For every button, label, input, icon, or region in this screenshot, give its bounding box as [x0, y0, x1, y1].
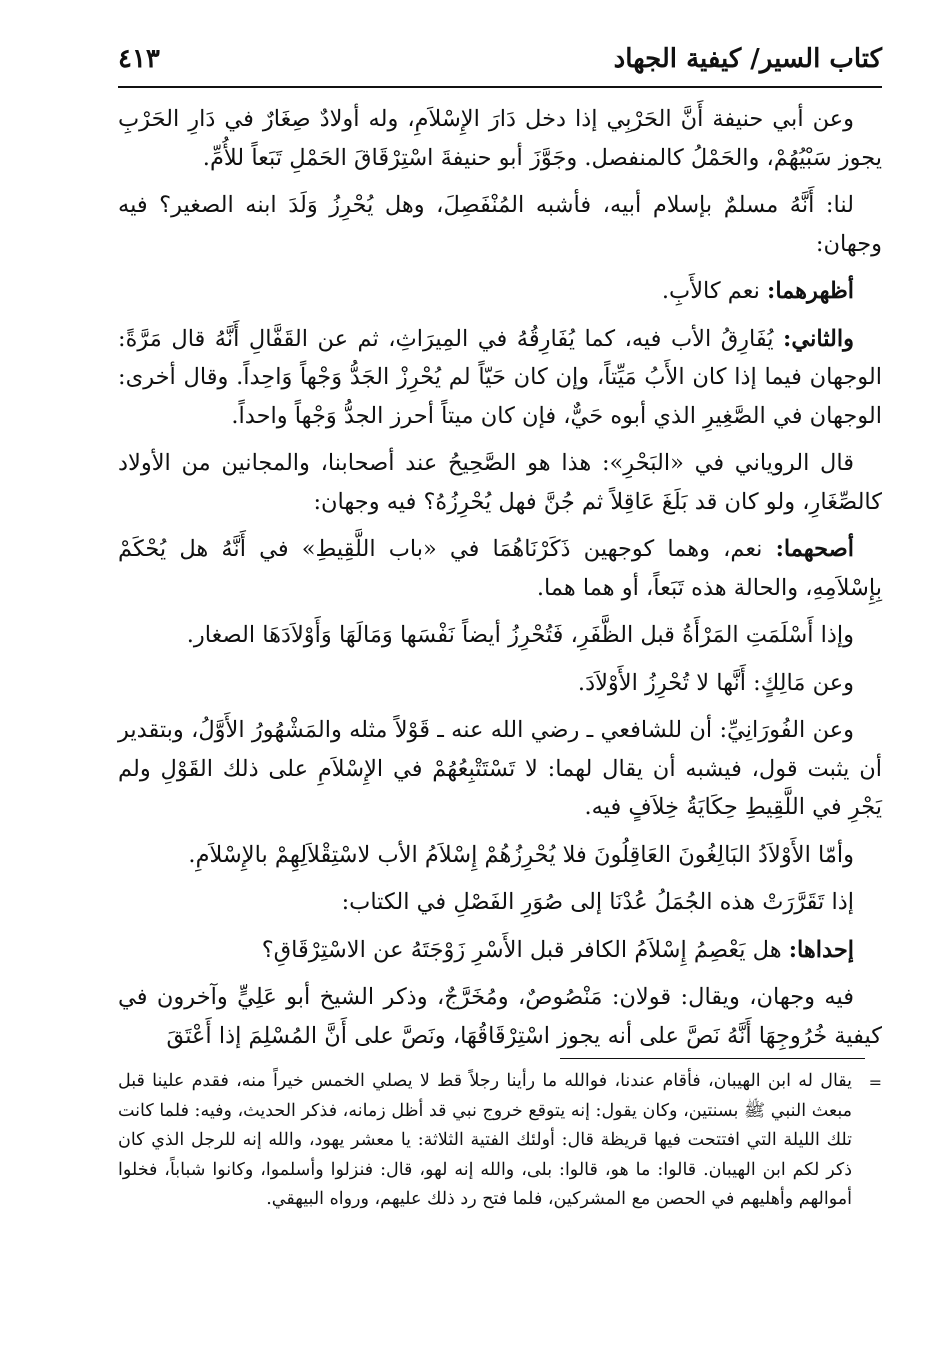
- paragraph-text: قال الروياني في «البَحْرِ»: هذا هو الصَّحِيحُ عند أصحابنا، والمجانين من الأولاد كالصِّغَارِ، ولو كان قد بَلَغَ عَاقِلاً ثم جُنَّ فهل يُحْرِزُهُ؟ فيه وجهان:: [118, 450, 882, 515]
- paragraph-text: إذا تَقَرَّرَتْ هذه الجُمَلُ عُدْنَا إلى صُوَرِ الفَصْلِ في الكتاب:: [341, 889, 854, 915]
- paragraph: [118, 616, 882, 655]
- paragraph: [118, 444, 882, 521]
- main-text: [118, 100, 882, 1064]
- page-header: [118, 40, 882, 80]
- paragraph: [118, 883, 882, 922]
- paragraph-text: وعن أبي حنيفة أَنَّ الحَرْبِي إذا دخل دَارَ الإِسْلاَمِ، وله أولادٌ صِغَارٌ في دَارِ الحَرْبِ يجوز سَبْيُهُمْ، والحَمْلُ كالمنفصل. وجَوَّزَ أبو حنيفةَ اسْتِرْقَاقَ الحَمْلِ تَبَعاً للأُمِّ.: [118, 106, 882, 171]
- paragraph: [118, 100, 882, 177]
- paragraph: [118, 186, 882, 263]
- paragraph-lead: أصحهما:: [775, 536, 854, 562]
- footnote-text: يقال له ابن الهيبان، فأقام عندنا، فوالله ما رأينا رجلاً قط لا يصلي الخمس خيراً منه، فقدم علينا قبل مبعث النبي ﷺ بسنتين، وكان يقول: إنه يتوقع خروج نبي قد أظل زمانه، فذكر الحديث، وفيه: فلما كانت تلك الليلة التي افتتحت فيها قريظة قال: أولئك الفتية الثلاثة: يا معشر يهود، والله إنه للرجل الذي كان ذكر لكم ابن الهيبان. قالوا: ما هو، قالوا: بلى، والله إنه لهو، قال: فنزلوا وأسلموا، وكانوا شباباً، فخلوا أموالهم وأهليهم في الحصن مع المشركين، فلما فتح رد ذلك عليهم، ورواه البيهقي.: [118, 1071, 852, 1209]
- paragraph-text: وإذا أَسْلَمَتِ المَرْأَةُ قبل الظَّفَرِ، فَتُحْرِزُ أيضاً نَفْسَها وَمَالَهَا وَأَوْلاَدَهَا الصغار.: [186, 622, 854, 648]
- paragraph-text: نعم كالأَبِ.: [661, 278, 768, 304]
- header-rule: [118, 86, 882, 88]
- paragraph: [118, 530, 882, 607]
- running-title: كتاب السير/ كيفية الجهاد: [613, 44, 882, 74]
- paragraph-lead: والثاني:: [783, 325, 854, 352]
- paragraph-text: وأمّا الأَوْلاَدُ البَالِغُونَ العَاقِلُونَ فلا يُحْرِزُهُمْ إِسْلاَمُ الأب لاسْتِقْلاَلِهِمْ بالإِسْلاَمِ.: [188, 841, 854, 868]
- paragraph: [118, 931, 882, 970]
- paragraph: [118, 320, 882, 436]
- page-number: ٤١٣: [118, 44, 160, 74]
- paragraph-text: فيه وجهان، ويقال: قولان: مَنْصُوصٌ، ومُخَرَّجٌ، وذكر الشيخ أبو عَلِيٍّ وآخرون في كيفية خُرُوجِهَا أَنَّهُ نَصَّ على أنه يجوز اسْتِرْقَاقُهَا، ونَصَّ على أَنَّ المُسْلِمَ إذا أَعْتَقَ: [118, 984, 882, 1049]
- paragraph-lead: إحداها:: [788, 936, 854, 963]
- paragraph-lead: أظهرهما:: [767, 278, 854, 304]
- footnote-marker: =: [868, 1073, 882, 1092]
- paragraph: [118, 272, 882, 311]
- paragraph: [118, 664, 882, 703]
- paragraph-text: لنا: أَنَّهُ مسلمٌ بإسلام أبيه، فأشبه المُنْفَصِلَ، وهل يُحْرِزُ وَلَدَ ابنه الصغير؟ فيه وجهان:: [118, 192, 882, 257]
- footnote: [118, 1067, 882, 1215]
- footnote-rule: [560, 1058, 865, 1059]
- paragraph-text: وعن مَالِكٍ: أَنَّها لا تُحْرِزُ الأَوْلاَدَ.: [577, 669, 854, 696]
- paragraph: [118, 978, 882, 1055]
- paragraph-text: وعن الفُورَانِيِّ: أن للشافعي ـ رضي الله عنه ـ قَوْلاً مثله والمَشْهُورُ الأَوَّلُ، وبتقدير أن يثبت قول، فيشبه أن يقال لهما: لا تَسْتَتْبِعُهُمْ في الإِسْلاَمِ على ذلك القَوْلِ ولم يَجْرِ في اللَّقِيطِ حِكَايَةُ خِلاَفٍ فيه.: [118, 717, 882, 820]
- paragraph: [118, 711, 882, 827]
- paragraph: [118, 836, 882, 875]
- paragraph-text: يُفَارِقُ الأب فيه، كما يُفَارِقُهُ في المِيرَاثِ، ثم عن القَفَّالِ أَنَّهُ قال مَرَّةً: الوجهان فيما إذا كان الأَبُ مَيِّتاً، وإن كان حَيّاً لم يُحْرِزْ الجَدُّ وَجْهاً وَاحِداً. وقال أخرى: الوجهان في الصَّغِيرِ الذي أبوه حَيٌّ، فإن كان ميتاً أحرز الجدُّ وَجْهاً واحداً.: [118, 325, 883, 429]
- paragraph-text: نعم، وهما كوجهين ذَكَرْنَاهُمَا في «باب اللَّقِيطِ» في أَنَّهُ هل يُحْكَمْ بِإِسْلاَمِهِ، والحالة هذه تَبَعاً، أو هما هما.: [118, 536, 882, 601]
- paragraph-text: هل يَعْصِمُ إِسْلاَمُ الكافر قبل الأَسْرِ زَوْجَتَهُ عن الاسْتِرْقَاقِ؟: [261, 936, 789, 963]
